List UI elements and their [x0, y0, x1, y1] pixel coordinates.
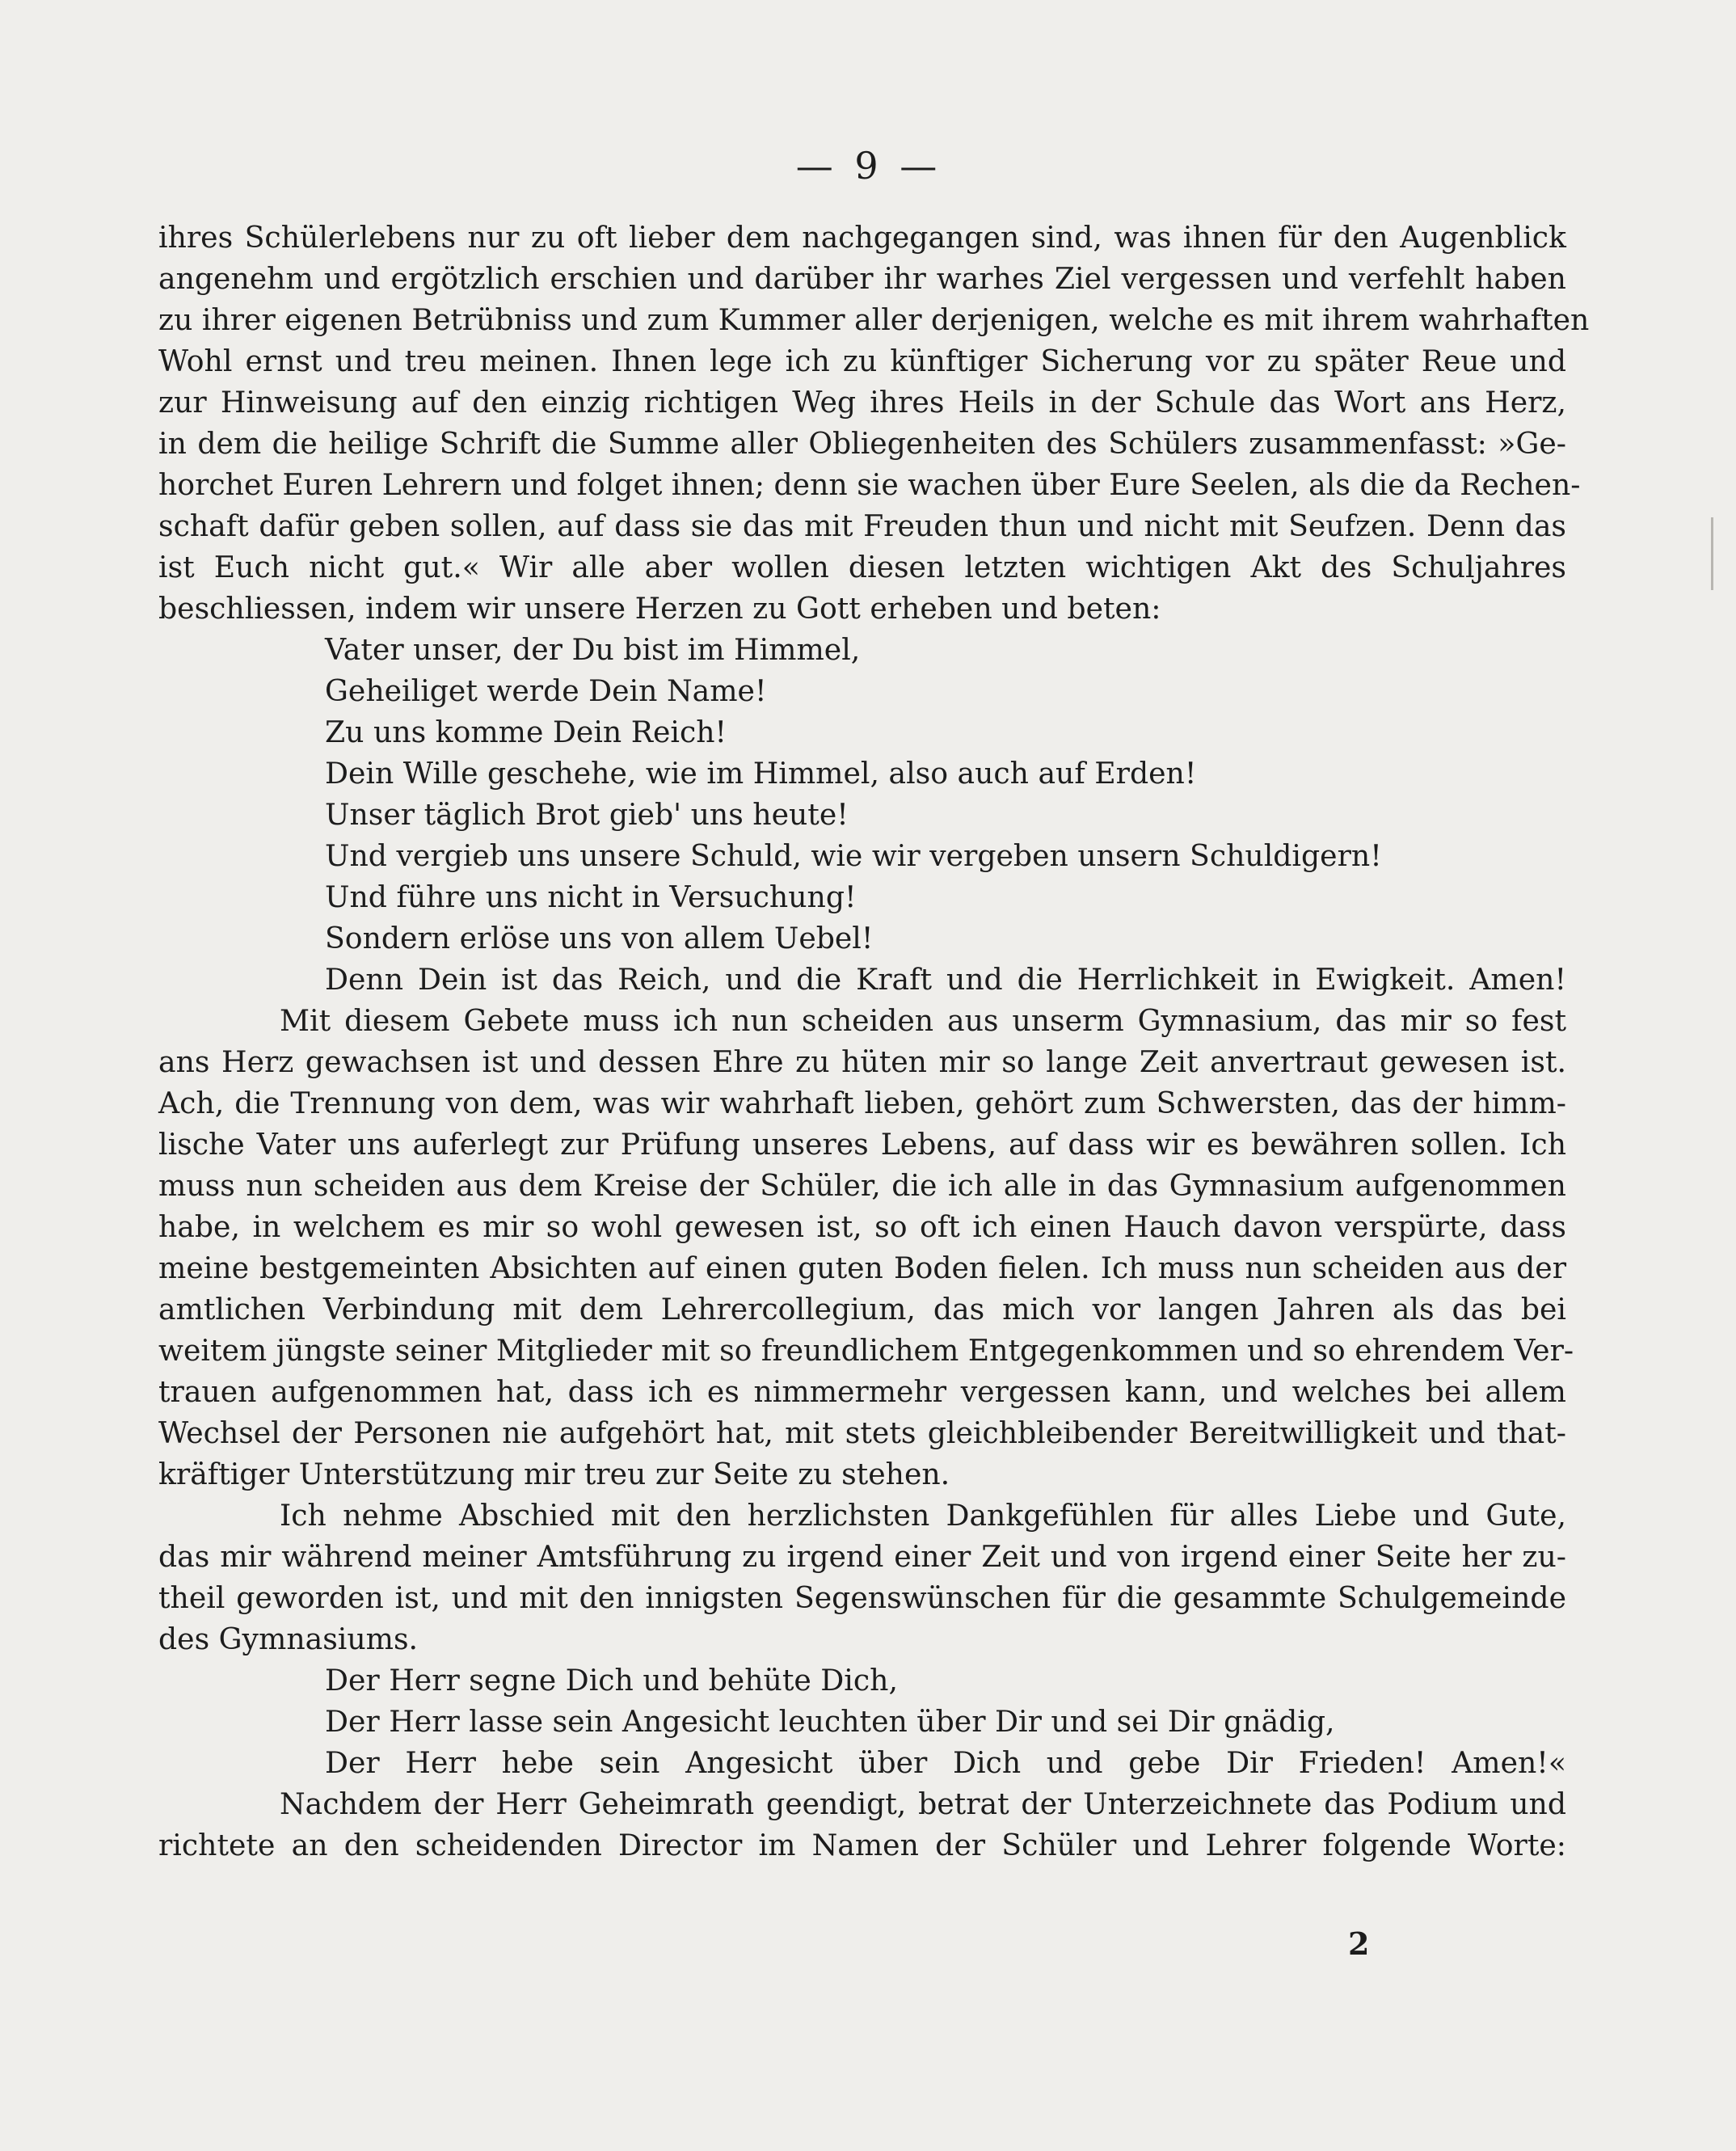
text-line: horchet Euren Lehrern und folget ihnen; denn sie wachen über Eure Seelen, als die da Rechen- — [158, 467, 1581, 502]
text-line: schaft dafür geben sollen, auf dass sie das mit Freuden thun und nicht mit Seufzen. Denn das — [158, 508, 1566, 543]
blessing-line: Der Herr lasse sein Angesicht leuchten über Dir und sei Dir gnädig, — [325, 1704, 1335, 1739]
text-line: kräftiger Unterstützung mir treu zur Seite zu stehen. — [158, 1457, 950, 1491]
prayer-line: Unser täglich Brot gieb' uns heute! — [325, 797, 849, 832]
prayer-line: Denn Dein ist das Reich, und die Kraft und die Herrlichkeit in Ewigkeit. Amen! — [325, 962, 1566, 997]
text-line: Nachdem der Herr Geheimrath geendigt, betrat der Unterzeichnete das Podium und — [280, 1786, 1566, 1821]
text-line: muss nun scheiden aus dem Kreise der Schüler, die ich alle in das Gymnasium aufgenommen — [158, 1168, 1566, 1203]
body-text — [158, 217, 1590, 1866]
paragraph-4 — [158, 1783, 1566, 1866]
paragraph-3 — [158, 1495, 1566, 1660]
page-edge-mark — [1711, 517, 1713, 590]
text-line: zu ihrer eigenen Betrübniss und zum Kummer aller derjenigen, welche es mit ihrem wahrhaften — [158, 302, 1590, 337]
text-line: des Gymnasiums. — [158, 1622, 419, 1656]
blessing — [158, 1660, 1566, 1783]
blessing-line: Der Herr hebe sein Angesicht über Dich und gebe Dir Frieden! Amen!« — [325, 1745, 1566, 1780]
text-line: beschliessen, indem wir unsere Herzen zu Gott erheben und beten: — [158, 591, 1161, 626]
text-line: trauen aufgenommen hat, dass ich es nimmermehr vergessen kann, und welches bei allem — [158, 1374, 1566, 1409]
text-line: amtlichen Verbindung mit dem Lehrercollegium, das mich vor langen Jahren als das bei — [158, 1292, 1566, 1326]
prayer-line: Und vergieb uns unsere Schuld, wie wir vergeben unsern Schuldigern! — [325, 838, 1382, 873]
text-line: das mir während meiner Amtsführung zu irgend einer Zeit und von irgend einer Seite her zu- — [158, 1539, 1566, 1574]
text-line: ist Euch nicht gut.« Wir alle aber wollen diesen letzten wichtigen Akt des Schuljahres — [158, 550, 1566, 584]
lords-prayer — [158, 629, 1566, 1000]
blessing-line: Der Herr segne Dich und behüte Dich, — [325, 1663, 898, 1698]
prayer-line: Dein Wille geschehe, wie im Himmel, also auch auf Erden! — [325, 756, 1197, 791]
text-line: Mit diesem Gebete muss ich nun scheiden aus unserm Gymnasium, das mir so fest — [280, 1003, 1566, 1038]
text-line: meine bestgemeinten Absichten auf einen guten Boden fielen. Ich muss nun scheiden aus der — [158, 1251, 1566, 1285]
prayer-line: Und führe uns nicht in Versuchung! — [325, 879, 857, 914]
text-line: habe, in welchem es mir so wohl gewesen ist, so oft ich einen Hauch davon verspürte, dass — [158, 1209, 1566, 1244]
text-line: ans Herz gewachsen ist und dessen Ehre zu hüten mir so lange Zeit anvertraut gewesen ist. — [158, 1044, 1566, 1079]
text-line: zur Hinweisung auf den einzig richtigen Weg ihres Heils in der Schule das Wort ans Herz, — [158, 385, 1566, 420]
prayer-line: Geheiliget werde Dein Name! — [325, 673, 767, 708]
text-line: Wohl ernst und treu meinen. Ihnen lege ich zu künftiger Sicherung vor zu später Reue und — [158, 344, 1566, 378]
text-line: lische Vater uns auferlegt zur Prüfung unseres Lebens, auf dass wir es bewähren sollen. Ich — [158, 1127, 1566, 1162]
paragraph-2 — [158, 1000, 1574, 1495]
paragraph-1 — [158, 217, 1590, 629]
text-line: angenehm und ergötzlich erschien und darüber ihr warhes Ziel vergessen und verfehlt haben — [158, 261, 1566, 296]
prayer-line: Zu uns komme Dein Reich! — [325, 715, 727, 749]
text-line: Ach, die Trennung von dem, was wir wahrhaft lieben, gehört zum Schwersten, das der himm- — [158, 1086, 1566, 1120]
text-line: Wechsel der Personen nie aufgehört hat, mit stets gleichbleibender Bereitwilligkeit und that- — [158, 1415, 1566, 1450]
text-line: Ich nehme Abschied mit den herzlichsten Dankgefühlen für alles Liebe und Gute, — [280, 1498, 1566, 1533]
text-line: weitem jüngste seiner Mitglieder mit so freundlichem Entgegenkommen und so ehrendem Ver- — [158, 1333, 1574, 1368]
prayer-line: Vater unser, der Du bist im Himmel, — [325, 632, 861, 667]
text-line: richtete an den scheidenden Director im Namen der Schüler und Lehrer folgende Worte: — [158, 1828, 1566, 1862]
text-line: ihres Schülerlebens nur zu oft lieber dem nachgegangen sind, was ihnen für den Augenblick — [158, 220, 1566, 255]
page-number: — 9 — — [795, 144, 942, 188]
signature-mark: 2 — [1348, 1925, 1370, 1962]
text-line: in dem die heilige Schrift die Summe aller Obliegenheiten des Schülers zusammenfasst: »Ge- — [158, 426, 1566, 461]
prayer-line: Sondern erlöse uns von allem Uebel! — [325, 921, 874, 955]
text-line: theil geworden ist, und mit den innigsten Segenswünschen für die gesammte Schulgemeinde — [158, 1580, 1566, 1615]
